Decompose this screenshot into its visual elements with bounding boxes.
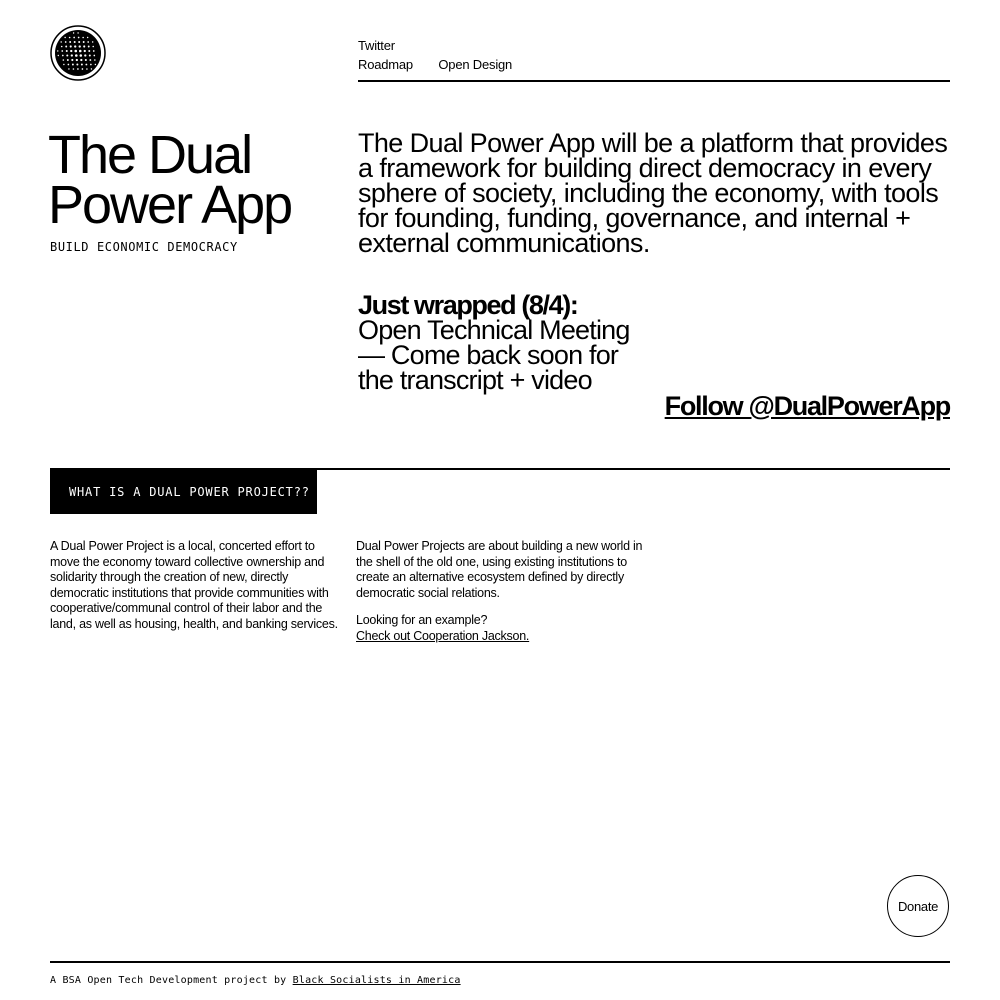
section-col-1-text: A Dual Power Project is a local, concerted effort to move the economy toward collective ownership and solidarity through the creation of new, directly democratic institutions that provide communities with cooperative/communal control of their labor and the land, as well as housing, health, and banking services. (50, 539, 338, 631)
globe-icon[interactable] (50, 25, 106, 81)
top-navigation (358, 38, 950, 82)
follow-twitter-link[interactable]: Follow @DualPowerApp (664, 391, 950, 421)
intro-text: The Dual Power App will be a platform that provides a framework for building direct democracy in every sphere of society, including the economy, with tools for founding, funding, governance, and internal + external communications. (358, 128, 948, 258)
news-block (358, 290, 658, 395)
cooperation-jackson-link[interactable]: Check out Cooperation Jackson. (356, 628, 530, 643)
bsa-link[interactable]: Black Socialists in America (292, 975, 461, 986)
title-line-1: The Dual (48, 125, 252, 185)
tagline: BUILD ECONOMIC DEMOCRACY (50, 240, 238, 254)
news-lead: Just wrapped (8/4): (358, 290, 578, 320)
footer-prefix: A BSA Open Tech Development project by (50, 975, 287, 986)
example-prompt: Looking for an example? (356, 613, 488, 628)
section-col-2-text: Dual Power Projects are about building a new world in the shell of the old one, using existing institutions to create an alternative ecosystem defined by directly democratic social relations. (356, 539, 643, 600)
footer-divider (50, 961, 950, 963)
example-paragraph (356, 613, 648, 644)
section-heading: WHAT IS A DUAL POWER PROJECT?? (50, 470, 317, 514)
page-title (48, 125, 292, 235)
news-body: Open Technical Meeting — Come back soon for the transcript + video (358, 315, 630, 395)
section-col-2 (356, 539, 648, 657)
nav-twitter-link[interactable]: Twitter (358, 38, 395, 53)
title-line-2: Power App (48, 175, 292, 235)
nav-roadmap-link[interactable]: Roadmap (358, 57, 413, 72)
donate-button[interactable]: Donate (887, 875, 949, 937)
footer (50, 975, 461, 986)
nav-open-design-link[interactable]: Open Design (438, 57, 513, 72)
